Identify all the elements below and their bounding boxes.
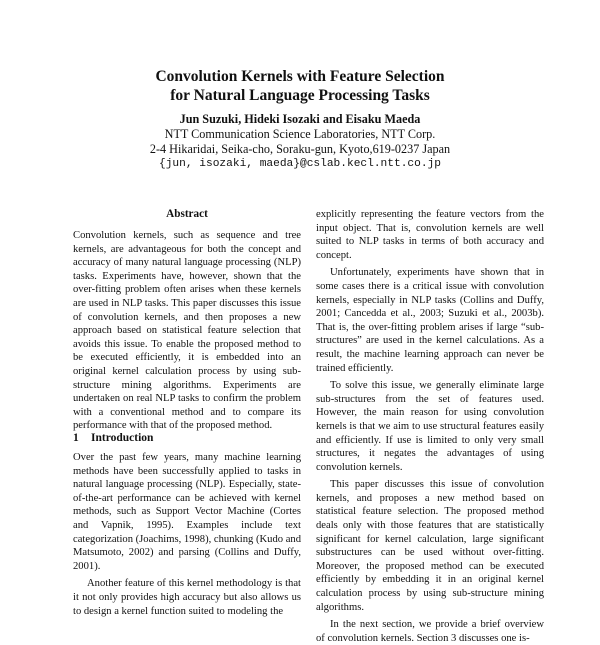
paper-title-line-1: Convolution Kernels with Feature Selection [155,68,445,85]
paper-title-line-2: for Natural Language Processing Tasks [170,87,430,104]
intro-paragraph-1: Over the past few years, many machine learning methods have been successfully applied to tasks in natural language processing (NLP). Especially, state-of-the-art performance can be achieved with kernel methods, such as Support Vector Machine (Cortes and Vapnik, 1995). Examples include text categorization (Joachims, 1998), chunking (Kudo and Matsumoto, 2002) and parsing (Collins and Duffy, 2001). [73,452,301,572]
section-number: 1 [73,432,79,444]
right-paragraph-1: explicitly representing the feature vectors from the input object. That is, convolution kernels are well suited to NLP tasks in terms of both accuracy and concept. [316,209,544,261]
abstract-text: Convolution kernels, such as sequence and tree kernels, are advantageous for both the concept and accuracy of many natural language processing (NLP) tasks. Experiments have, however, shown that the over-fitting problem often arises when these kernels are used in NLP tasks. This paper discusses this issue of convolution kernels, and then proposes a new approach based on statistical feature selection that avoids this issue. To enable the proposed method to be executed efficiently, it is embedded into an original kernel calculation process by using sub-structure mining algorithms. Experiments are undertaken on real NLP tasks to confirm the problem with a conventional method and to compare its performance with that of the proposed method. [73,230,301,432]
introduction-body [73,451,301,618]
intro-paragraph-2: Another feature of this kernel methodology is that it not only provides high accuracy but also allows us to design a kernel function suited to modeling the [73,578,301,617]
author-emails: {jun, isozaki, maeda}@cslab.kecl.ntt.co.jp [159,158,441,170]
authors: Jun Suzuki, Hideki Isozaki and Eisaku Maeda [179,112,421,126]
section-title: Introduction [91,432,154,444]
abstract-heading: Abstract [166,208,208,220]
abstract-body [73,229,301,433]
right-paragraph-4: This paper discusses this issue of convolution kernels, and proposes a new method based on statistical feature selection. The proposed method deals only with those features that are statistically significant for kernel calculation, large significant substructures can be used without over-fitting. Moreover, the proposed method can be executed efficiently by embedding it in an original kernel calculation process by using sub-structure mining algorithms. [316,479,544,613]
right-column-body [316,208,544,645]
affiliation: NTT Communication Science Laboratories, NTT Corp. [164,127,436,141]
right-paragraph-5: In the next section, we provide a brief overview of convolution kernels. Section 3 discusses one is- [316,619,544,644]
right-paragraph-2: Unfortunately, experiments have shown that in some cases there is a critical issue with convolution kernels, especially in NLP tasks (Collins and Duffy, 2001; Cancedda et al., 2003; Suzuki et al., 2003b). That is, the over-fitting problem arises if large “sub-structures” are used in the kernel calculations. As a result, the machine learning approach can never be trained efficiently. [316,267,544,374]
address: 2-4 Hikaridai, Seika-cho, Soraku-gun, Kyoto,619-0237 Japan [149,142,451,156]
section-1-heading [73,432,301,445]
right-paragraph-3: To solve this issue, we generally eliminate large sub-structures from the set of features used. However, the main reason for using convolution kernels is that we aim to use structural features easily and efficiently. If use is limited to only very small structures, it negates the advantages of using convolution kernels. [316,380,544,473]
